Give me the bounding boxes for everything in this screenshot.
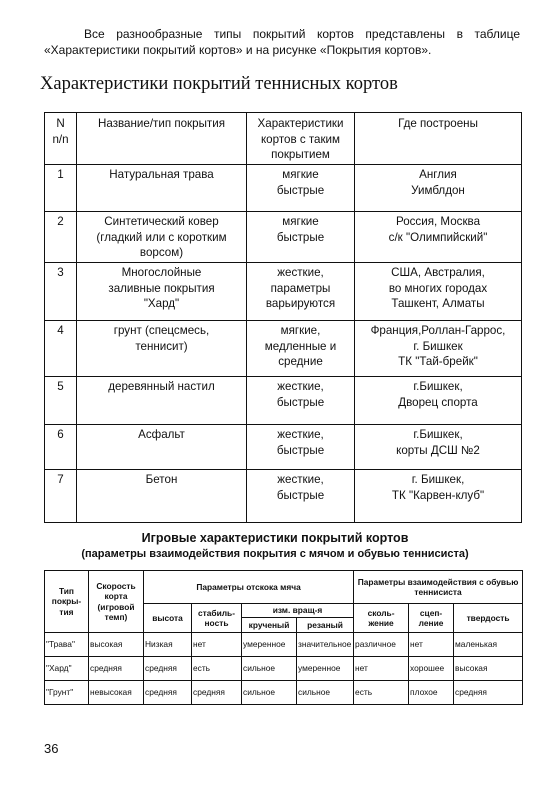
table-row bbox=[45, 681, 523, 705]
cell-hardness: маленькая bbox=[454, 633, 523, 657]
cell-slice: умеренное bbox=[297, 657, 354, 681]
cell-characteristics: жесткие, быстрые bbox=[247, 377, 355, 425]
cell-stability: нет bbox=[192, 633, 242, 657]
cell-characteristics: жесткие, параметры варьируются bbox=[247, 263, 355, 321]
col-header-bounce-group: Параметры отскока мяча bbox=[144, 571, 354, 604]
cell-name: Бетон bbox=[77, 470, 247, 523]
cell-num: 1 bbox=[45, 165, 77, 212]
col-header-height: высота bbox=[144, 604, 192, 633]
cell-hardness: высокая bbox=[454, 657, 523, 681]
cell-slice: значительное bbox=[297, 633, 354, 657]
cell-stability: средняя bbox=[192, 681, 242, 705]
cell-characteristics: мягкие быстрые bbox=[247, 212, 355, 263]
col-header-topspin: крученый bbox=[242, 618, 297, 633]
col-header-num: N n/n bbox=[45, 113, 77, 165]
cell-name: Натуральная трава bbox=[77, 165, 247, 212]
cell-num: 2 bbox=[45, 212, 77, 263]
col-header-location: Где построены bbox=[355, 113, 522, 165]
cell-grip: нет bbox=[409, 633, 454, 657]
cell-name: Синтетический ковер (гладкий или с коротким ворсом) bbox=[77, 212, 247, 263]
cell-num: 5 bbox=[45, 377, 77, 425]
col-header-stability: стабиль-ность bbox=[192, 604, 242, 633]
cell-slide: различное bbox=[354, 633, 409, 657]
table-row bbox=[45, 321, 522, 377]
cell-grip: плохое bbox=[409, 681, 454, 705]
col-header-shoe-group: Параметры взаимодействия с обувью теннисиста bbox=[354, 571, 523, 604]
col-header-hardness: твердость bbox=[454, 604, 523, 633]
cell-name: Асфальт bbox=[77, 425, 247, 470]
cell-characteristics: мягкие, медленные и средние bbox=[247, 321, 355, 377]
table-row bbox=[45, 263, 522, 321]
table-row bbox=[45, 633, 523, 657]
table1-title: Характеристики покрытий теннисных кортов bbox=[40, 74, 398, 94]
col-header-court-speed: Скорость корта (игровой темп) bbox=[89, 571, 144, 633]
cell-topspin: сильное bbox=[242, 657, 297, 681]
cell-location: США, Австралия, во многих городах Ташкент, Алматы bbox=[355, 263, 522, 321]
col-header-characteristics: Характеристики кортов с таким покрытием bbox=[247, 113, 355, 165]
cell-num: 7 bbox=[45, 470, 77, 523]
table2-body bbox=[45, 633, 523, 705]
cell-location: г. Бишкек, ТК "Карвен-клуб" bbox=[355, 470, 522, 523]
cell-characteristics: жесткие, быстрые bbox=[247, 470, 355, 523]
cell-court-speed: средняя bbox=[89, 657, 144, 681]
table-row bbox=[45, 425, 522, 470]
cell-slide: нет bbox=[354, 657, 409, 681]
cell-name: деревянный настил bbox=[77, 377, 247, 425]
cell-court-speed: высокая bbox=[89, 633, 144, 657]
table-row bbox=[45, 165, 522, 212]
cell-location: Англия Уимблдон bbox=[355, 165, 522, 212]
table1-body bbox=[45, 165, 522, 523]
cell-name: Многослойные заливные покрытия "Хард" bbox=[77, 263, 247, 321]
cell-location: г.Бишкек, корты ДСШ №2 bbox=[355, 425, 522, 470]
cell-location: г.Бишкек, Дворец спорта bbox=[355, 377, 522, 425]
cell-topspin: сильное bbox=[242, 681, 297, 705]
game-characteristics-table bbox=[44, 570, 523, 705]
page-number: 36 bbox=[44, 741, 59, 756]
cell-height: средняя bbox=[144, 681, 192, 705]
cell-characteristics: мягкие быстрые bbox=[247, 165, 355, 212]
cell-num: 4 bbox=[45, 321, 77, 377]
cell-slice: сильное bbox=[297, 681, 354, 705]
cell-height: средняя bbox=[144, 657, 192, 681]
cell-characteristics: жесткие, быстрые bbox=[247, 425, 355, 470]
table2-header-row-1 bbox=[45, 571, 523, 604]
coverage-characteristics-table bbox=[44, 112, 522, 523]
table1-header-row bbox=[45, 113, 522, 165]
cell-num: 6 bbox=[45, 425, 77, 470]
cell-num: 3 bbox=[45, 263, 77, 321]
col-header-spin-group: изм. вращ-я bbox=[242, 604, 354, 618]
cell-location: Россия, Москва с/к "Олимпийский" bbox=[355, 212, 522, 263]
table2-subtitle: (параметры взаимодействия покрытия с мячом и обувью теннисиста) bbox=[81, 548, 469, 560]
cell-court-speed: невысокая bbox=[89, 681, 144, 705]
col-header-slide: сколь-жение bbox=[354, 604, 409, 633]
cell-location: Франция,Роллан-Гаррос, г. Бишкек ТК "Тай-брейк" bbox=[355, 321, 522, 377]
table2-title: Игровые характеристики покрытий кортов bbox=[141, 531, 409, 545]
cell-topspin: умеренное bbox=[242, 633, 297, 657]
cell-name: грунт (спецсмесь, теннисит) bbox=[77, 321, 247, 377]
col-header-slice: резаный bbox=[297, 618, 354, 633]
cell-surface-type: "Хард" bbox=[45, 657, 89, 681]
col-header-name: Название/тип покрытия bbox=[77, 113, 247, 165]
intro-paragraph: Все разнообразные типы покрытий кортов представлены в таблице «Характеристики покрытий кортов» и на рисунке «Покрытия кортов». bbox=[44, 27, 520, 57]
cell-slide: есть bbox=[354, 681, 409, 705]
table-row bbox=[45, 470, 522, 523]
cell-height: Низкая bbox=[144, 633, 192, 657]
col-header-grip: сцеп-ление bbox=[409, 604, 454, 633]
cell-stability: есть bbox=[192, 657, 242, 681]
cell-hardness: средняя bbox=[454, 681, 523, 705]
cell-surface-type: "Грунт" bbox=[45, 681, 89, 705]
table-row bbox=[45, 657, 523, 681]
cell-grip: хорошее bbox=[409, 657, 454, 681]
table-row bbox=[45, 212, 522, 263]
cell-surface-type: "Трава" bbox=[45, 633, 89, 657]
table-row bbox=[45, 377, 522, 425]
col-header-surface-type: Тип покры-тия bbox=[45, 571, 89, 633]
